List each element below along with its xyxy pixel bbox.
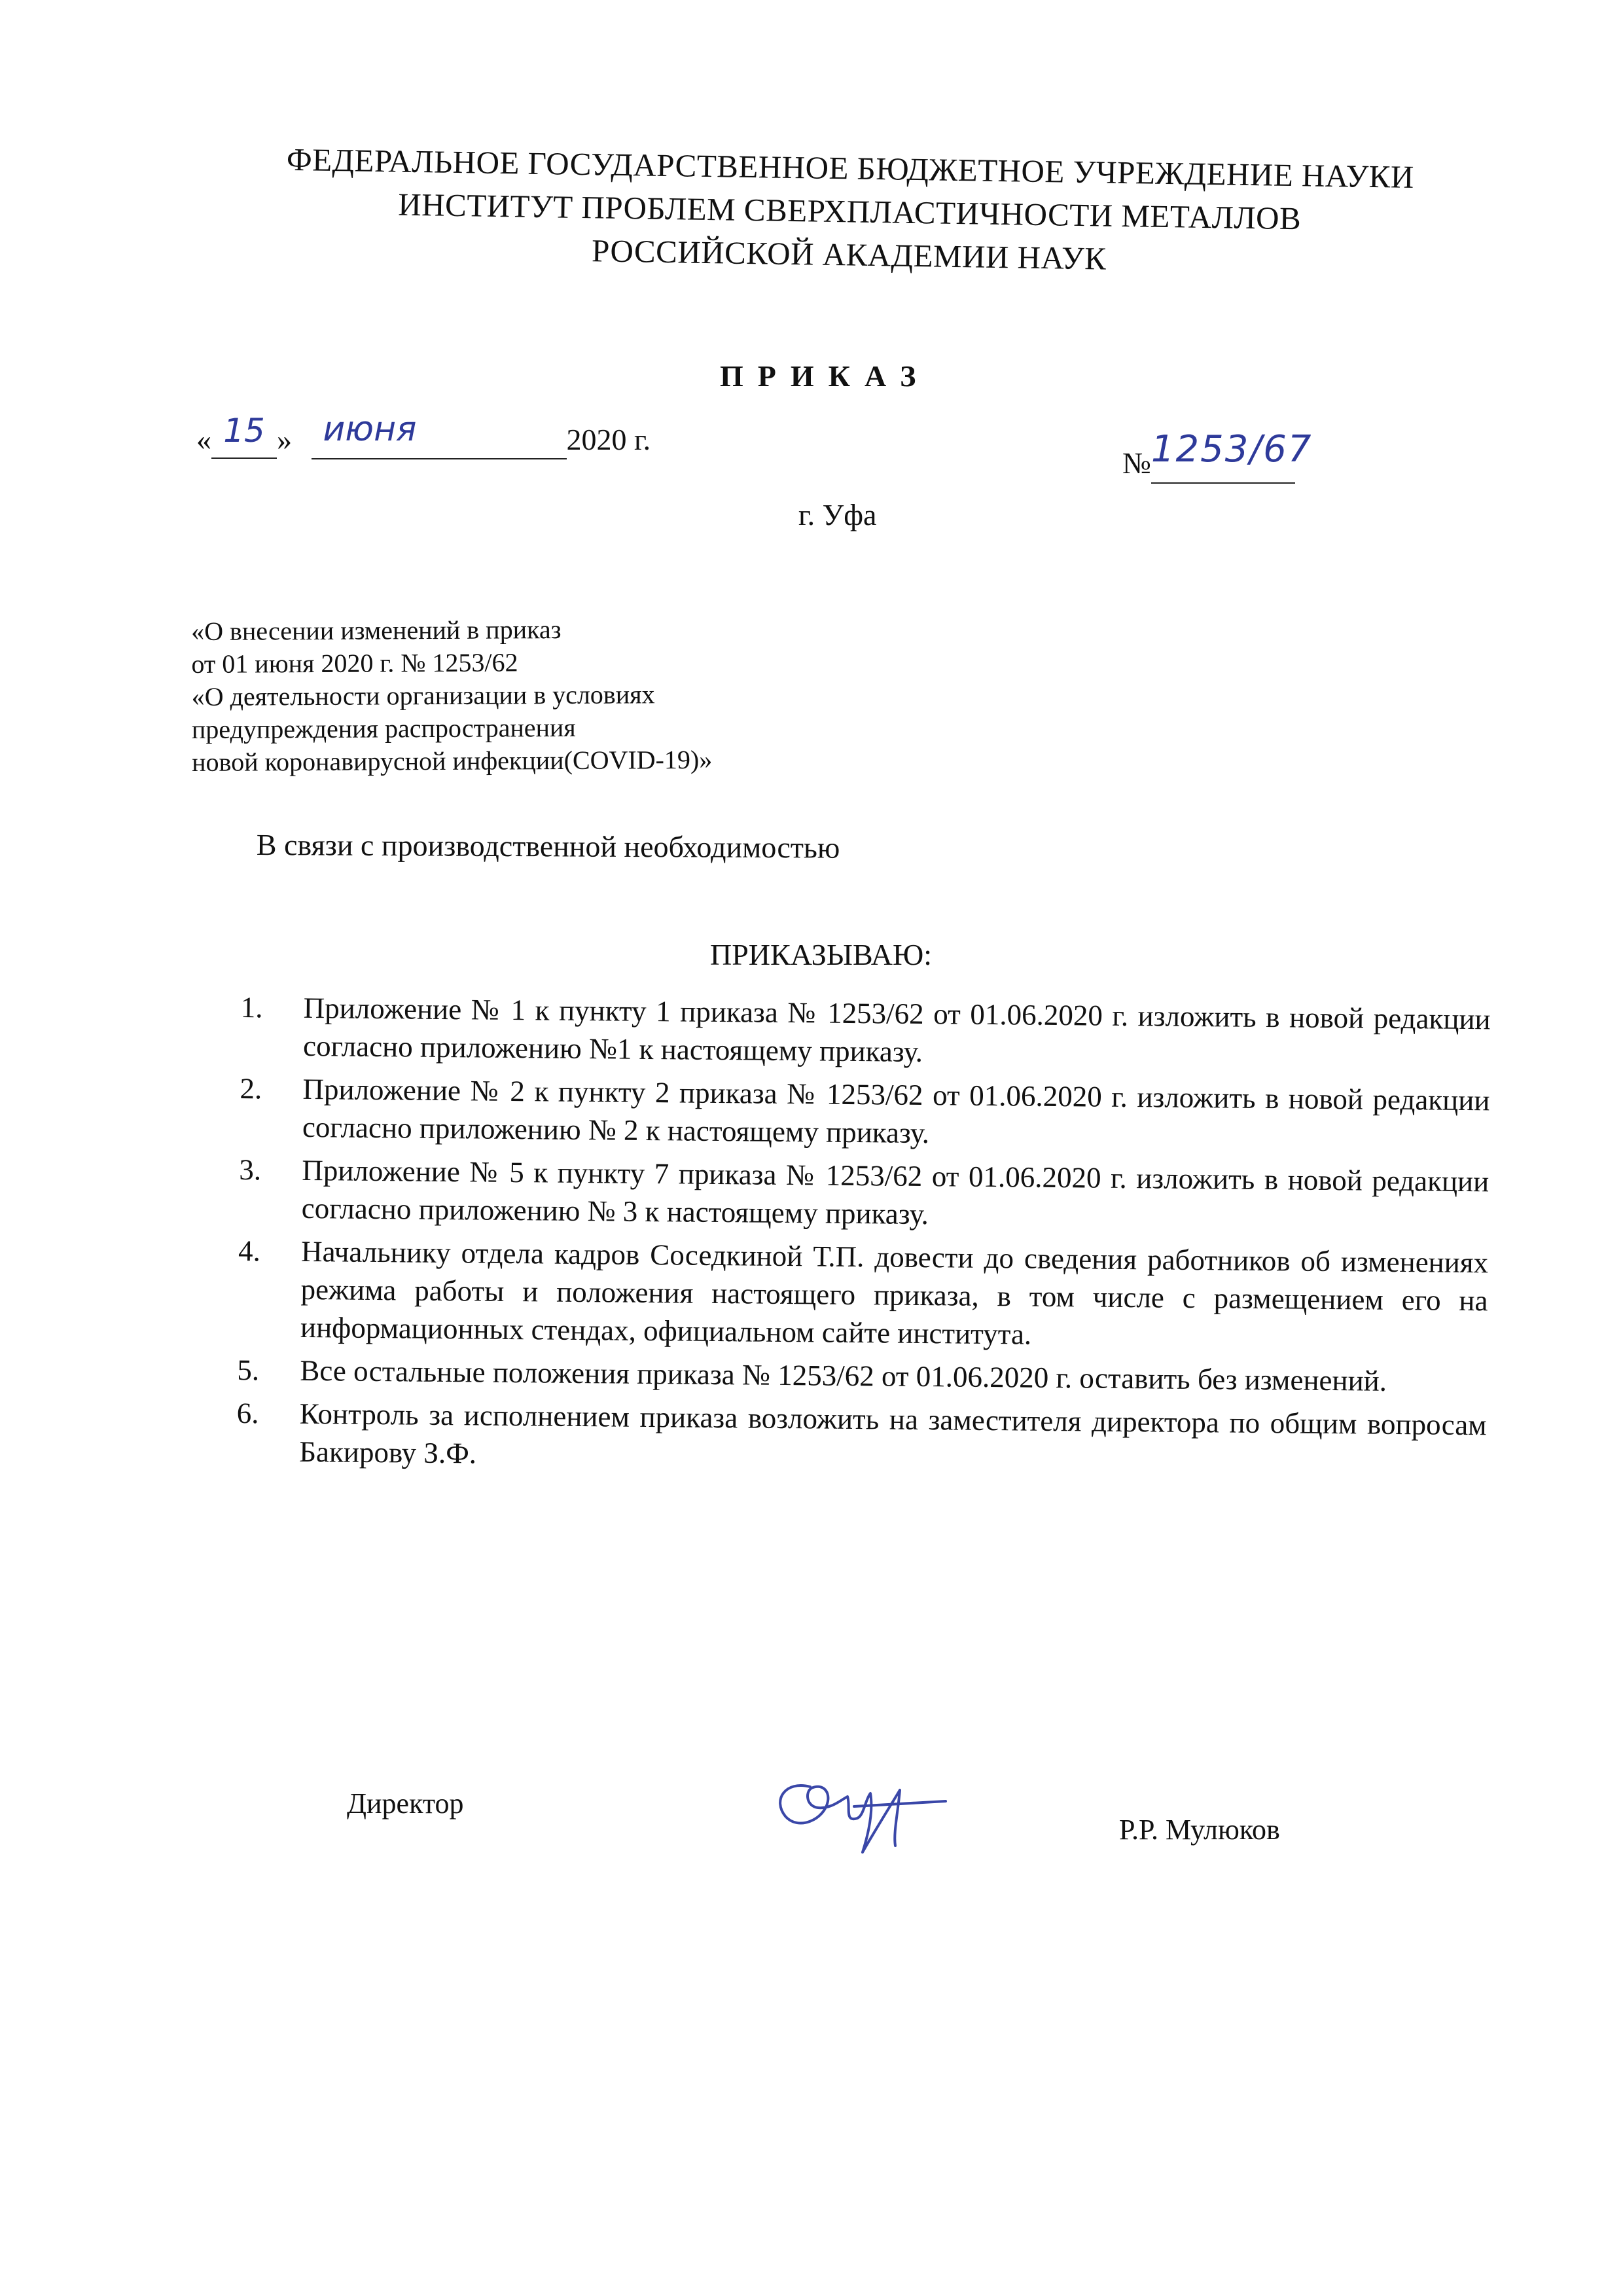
date-open-quote: « bbox=[196, 423, 211, 456]
order-item-text: Приложение № 2 к пункту 2 приказа № 1253/62 от 01.06.2020 г. изложить в новой редакции согласно приложению № 2 к настоящему приказу. bbox=[302, 1072, 1490, 1150]
order-item bbox=[240, 988, 1491, 1076]
number-handwritten: 1253/67 bbox=[1150, 428, 1313, 471]
handwritten-signature-icon bbox=[759, 1761, 949, 1859]
header-line-2: ИНСТИТУТ ПРОБЛЕМ СВЕРХПЛАСТИЧНОСТИ МЕТАЛЛОВ bbox=[397, 186, 1302, 237]
date-close-quote: » bbox=[277, 423, 292, 456]
order-item-text: Начальнику отдела кадров Соседкиной Т.П. довести до сведения работников об изменениях режима работы и положения настоящего приказа, в том числе с размещением его на информационных стендах, официальном сайте института. bbox=[300, 1234, 1489, 1351]
order-item-number: 4. bbox=[238, 1234, 261, 1268]
order-item bbox=[236, 1394, 1487, 1482]
order-item-number: 5. bbox=[237, 1353, 260, 1387]
number-blank bbox=[1150, 428, 1313, 484]
order-item bbox=[239, 1151, 1489, 1238]
date-year: 2020 г. bbox=[566, 423, 651, 456]
order-item bbox=[237, 1351, 1487, 1401]
director-name: Р.Р. Мулюков bbox=[1119, 1814, 1280, 1846]
subject-line-1: «О внесении изменений в приказ bbox=[191, 615, 562, 646]
header-line-1: ФЕДЕРАЛЬНОЕ ГОСУДАРСТВЕННОЕ БЮДЖЕТНОЕ УЧРЕЖДЕНИЕ НАУКИ bbox=[286, 141, 1415, 195]
order-directive-heading: ПРИКАЗЫВАЮ: bbox=[710, 938, 933, 971]
order-item-text: Контроль за исполнением приказа возложить на заместителя директора по общим вопросам Бакирову З.Ф. bbox=[298, 1397, 1487, 1470]
order-item-number: 3. bbox=[239, 1153, 262, 1187]
order-item bbox=[238, 1232, 1489, 1357]
order-item-number: 2. bbox=[240, 1071, 262, 1105]
order-item-number: 6. bbox=[236, 1396, 259, 1430]
order-city: г. Уфа bbox=[798, 498, 877, 531]
subject-line-2: от 01 июня 2020 г. № 1253/62 bbox=[191, 647, 518, 679]
date-day-blank bbox=[211, 412, 277, 459]
order-number bbox=[1122, 428, 1313, 484]
order-item-number: 1. bbox=[240, 990, 263, 1024]
order-subject bbox=[191, 613, 712, 779]
organization-header bbox=[247, 137, 1453, 286]
director-title: Директор bbox=[347, 1787, 464, 1820]
header-line-3: РОССИЙСКОЙ АКАДЕМИИ НАУК bbox=[591, 232, 1107, 277]
subject-line-3: «О деятельности организации в условиях bbox=[191, 679, 655, 711]
signature-image bbox=[759, 1761, 949, 1862]
order-title: ПРИКАЗ bbox=[720, 359, 931, 393]
subject-line-5: новой коронавирусной инфекции(COVID-19)» bbox=[192, 744, 713, 777]
order-item-text: Приложение № 1 к пункту 1 приказа № 1253/62 от 01.06.2020 г. изложить в новой редакции согласно приложению №1 к настоящему приказу. bbox=[302, 991, 1491, 1069]
order-date bbox=[196, 410, 651, 459]
date-day-handwritten: 15 bbox=[223, 412, 265, 450]
preamble: В связи с производственной необходимостью bbox=[256, 828, 840, 865]
date-month-handwritten: июня bbox=[323, 410, 417, 449]
order-item-text: Приложение № 5 к пункту 7 приказа № 1253/62 от 01.06.2020 г. изложить в новой редакции согласно приложению № 3 к настоящему приказу. bbox=[301, 1153, 1489, 1231]
order-item-text: Все остальные положения приказа № 1253/62 от 01.06.2020 г. оставить без изменений. bbox=[300, 1354, 1387, 1397]
number-prefix: № bbox=[1122, 446, 1151, 480]
order-item bbox=[240, 1069, 1490, 1157]
subject-line-4: предупреждения распространения bbox=[191, 712, 576, 744]
date-month-blank bbox=[312, 410, 567, 459]
order-items-list bbox=[236, 988, 1491, 1487]
